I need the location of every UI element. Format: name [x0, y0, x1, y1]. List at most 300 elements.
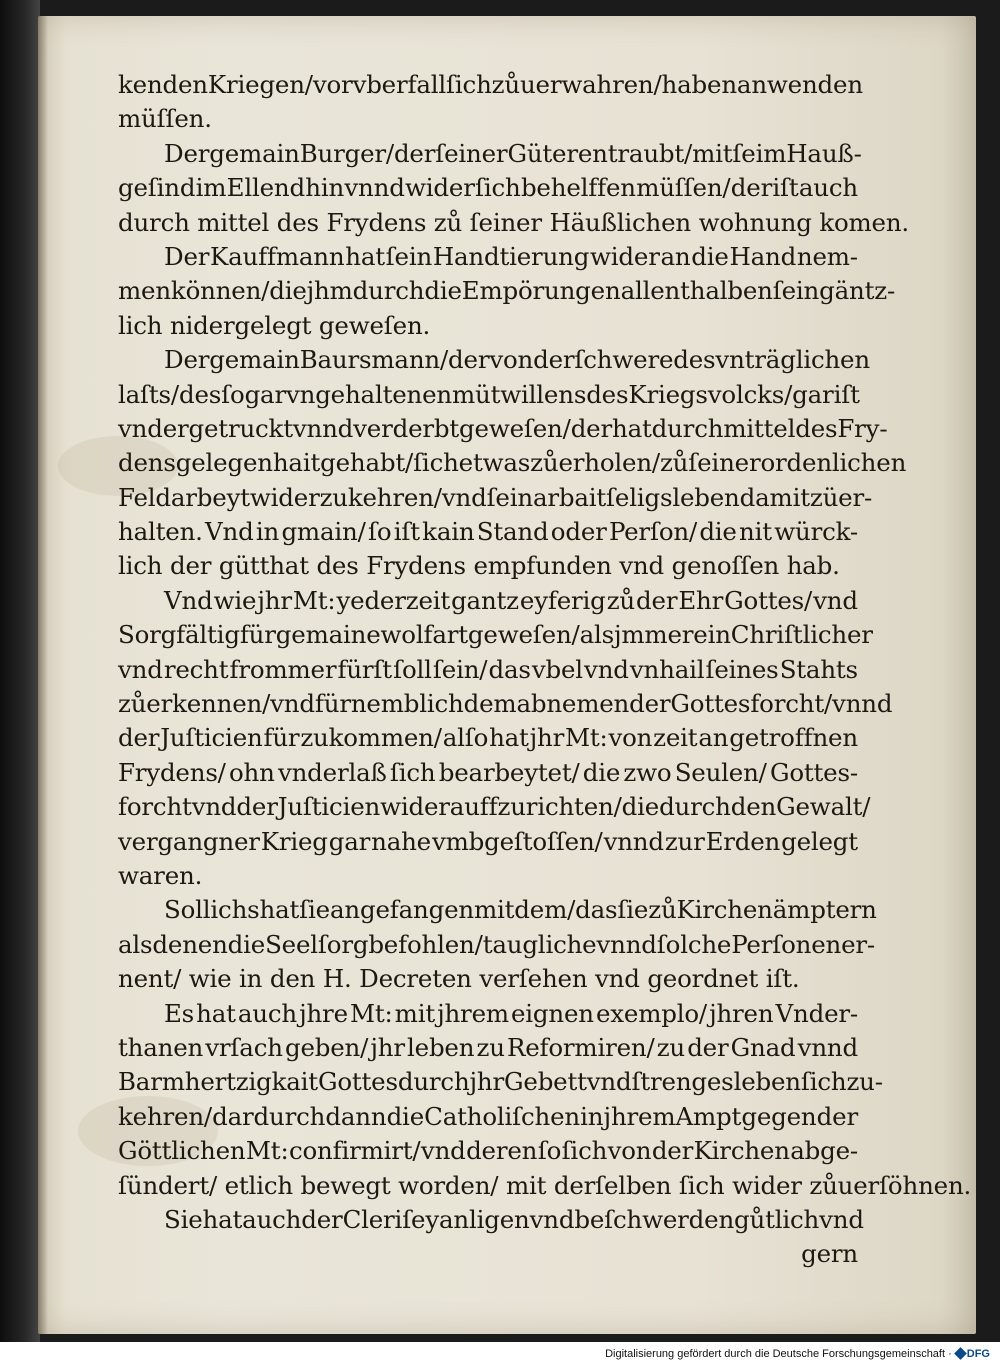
text-word: verſehen	[479, 964, 596, 994]
text-word: getroffnen	[729, 723, 858, 753]
text-word: Handtierung	[432, 241, 590, 271]
text-word: Burger/	[299, 138, 394, 168]
text-word: ordenlichen	[760, 448, 907, 478]
text-word: ſich	[678, 1170, 733, 1200]
catchword-line	[118, 1237, 858, 1271]
text-line	[118, 859, 858, 893]
text-word: vberfall	[352, 70, 447, 99]
body-text	[118, 68, 972, 1272]
text-word: geweſen/	[459, 413, 571, 443]
text-word: fürſt	[337, 654, 392, 684]
text-word: mütwillens	[452, 379, 587, 409]
dfg-logo-icon	[954, 1347, 967, 1360]
text-word: zů	[659, 448, 689, 478]
text-word: Perſon/	[608, 517, 697, 547]
text-word: iſt	[393, 517, 420, 547]
text-word: vmbgeſtoſſen/	[431, 826, 603, 856]
text-word: die	[699, 517, 737, 547]
text-word: ſeiner	[688, 448, 761, 478]
text-line	[118, 653, 858, 687]
text-word: Sie	[164, 1204, 203, 1234]
text-word: wider	[249, 482, 320, 512]
text-word: zů	[648, 895, 677, 925]
text-word: hat	[489, 723, 529, 753]
text-word: Güter	[507, 138, 578, 168]
text-line	[118, 446, 907, 480]
text-line	[118, 343, 870, 377]
text-word: ſich	[800, 1067, 847, 1097]
text-word: als	[579, 620, 614, 650]
text-word: jhr	[469, 1067, 505, 1097]
text-word: Frydens	[326, 207, 434, 237]
text-word: dem	[463, 689, 517, 719]
text-word: Seulen/	[674, 757, 767, 787]
text-word: alſo	[442, 723, 489, 753]
text-word: Göttlichen	[118, 1136, 246, 1166]
text-word: Vnd	[164, 585, 213, 615]
text-line	[118, 1134, 858, 1168]
text-word: thanen	[118, 1032, 204, 1062]
text-word: vnnd	[596, 929, 657, 959]
text-word: gelegt	[781, 826, 858, 856]
text-word: befohlen/	[368, 929, 483, 959]
text-word: ämptern	[772, 895, 877, 925]
text-word: leben	[672, 482, 740, 512]
footer-credit: Digitalisierung gefördert durch die Deutsche Forschungsgemeinschaft ·	[605, 1347, 952, 1360]
text-line	[118, 893, 877, 927]
text-word: vergangner	[118, 826, 260, 856]
text-word: Gottes-	[769, 757, 858, 787]
text-word: yederzeit	[336, 585, 451, 615]
text-word: zůerholen/	[530, 448, 660, 478]
text-word: der	[651, 1136, 694, 1166]
text-line	[118, 584, 858, 618]
text-word: jhrem	[603, 1101, 676, 1131]
text-word: ſein/	[432, 654, 488, 684]
text-word: hat	[611, 413, 652, 443]
text-word: ohn	[228, 757, 275, 787]
text-word: zwo	[623, 757, 672, 787]
text-line	[118, 515, 858, 549]
text-word: geweſen/	[467, 620, 580, 650]
text-line	[118, 928, 876, 962]
text-word: ſich	[475, 173, 521, 203]
text-word: abnemen	[516, 689, 630, 719]
text-line	[118, 721, 858, 755]
text-word: wolfart	[380, 620, 468, 650]
text-word: der	[533, 345, 575, 375]
text-word: denen	[152, 929, 228, 959]
text-word: vnd	[191, 792, 237, 822]
text-word: waren.	[118, 860, 203, 890]
text-word: das	[575, 895, 618, 925]
text-line	[118, 790, 871, 824]
text-word: geweſen.	[318, 310, 431, 340]
text-word: hab.	[786, 551, 840, 581]
text-word: ſeiner	[435, 138, 508, 168]
text-line	[118, 1031, 858, 1065]
text-word: ſie	[617, 895, 649, 925]
text-word: ſein	[772, 276, 820, 306]
text-word: behelffen	[520, 173, 636, 203]
text-word: worden/	[398, 1170, 506, 1200]
text-word: den	[730, 792, 777, 822]
text-word: Der	[164, 241, 210, 271]
text-word: deren	[466, 1136, 538, 1166]
text-line	[118, 137, 862, 171]
text-word: jhr	[529, 723, 565, 753]
text-word: Erden	[705, 826, 781, 856]
text-word: vnd	[819, 1204, 864, 1234]
text-word: vndergetruckt	[118, 413, 293, 443]
text-line	[118, 102, 858, 136]
text-word: Gottes	[317, 1067, 398, 1097]
text-word: hat	[196, 998, 236, 1028]
text-word: hat	[202, 1204, 243, 1234]
text-word: geſind	[118, 173, 196, 203]
text-word: mit	[473, 895, 515, 925]
text-word: vnd	[420, 1136, 466, 1166]
text-word: anwenden	[736, 70, 863, 99]
text-word: ſein	[486, 482, 533, 512]
text-line	[118, 549, 858, 583]
text-word: Vnder-	[775, 998, 858, 1028]
text-word: auffzurichten/	[449, 792, 622, 822]
text-word: der	[236, 792, 278, 822]
text-word: etlich	[224, 1170, 301, 1200]
text-word: derſelben	[553, 1170, 679, 1200]
text-word: genoſſen	[671, 551, 787, 581]
text-word: gantz	[451, 585, 519, 615]
text-word: auch	[798, 173, 858, 203]
footer-bar	[0, 1342, 1000, 1365]
text-word: vbel	[531, 654, 583, 684]
text-word: von	[489, 345, 534, 375]
text-word: ſeim	[732, 138, 787, 168]
text-line	[118, 68, 863, 102]
text-word: zu	[656, 1032, 686, 1062]
text-word: Hand	[729, 241, 797, 271]
text-word: ein	[693, 620, 731, 650]
text-word: ſtrenges	[631, 1067, 734, 1097]
text-line	[118, 206, 910, 240]
text-word: forcht/	[750, 689, 833, 719]
text-word: mit	[394, 998, 435, 1028]
text-word: mit	[505, 1170, 554, 1200]
text-word: zůuerſöhnen.	[809, 1170, 972, 1200]
text-word: Decreten	[359, 964, 480, 994]
text-word: ſich	[446, 70, 492, 99]
text-word: mit	[692, 138, 733, 168]
text-word: Sorgfältig	[118, 620, 240, 650]
previous-page-edge	[0, 0, 40, 1365]
text-word: nit	[739, 517, 772, 547]
text-word: Mt:	[245, 1136, 289, 1166]
text-word: müſſen/	[636, 173, 731, 203]
text-word: allenthalben	[620, 276, 773, 306]
text-word: in	[239, 964, 270, 994]
text-line	[118, 687, 893, 721]
text-word: leben	[733, 1067, 801, 1097]
text-line	[118, 378, 858, 412]
text-word: Gottes	[670, 689, 751, 719]
text-word: der	[118, 723, 160, 753]
text-word: Barmhertzigkait	[118, 1067, 318, 1097]
text-word: erkennen/	[146, 689, 271, 719]
text-word: Kriegen/	[207, 70, 313, 99]
text-word: mittel	[723, 413, 796, 443]
text-word: lich	[118, 551, 170, 581]
text-line	[118, 756, 858, 790]
text-word: Der	[164, 138, 210, 168]
text-word: dardurch	[212, 1101, 326, 1131]
text-word: gütthat	[218, 551, 317, 581]
text-word: vnnd	[797, 1032, 858, 1062]
text-word: Gebett	[504, 1067, 587, 1097]
text-word: confirmirt/	[288, 1136, 421, 1166]
text-word: empfunden	[473, 551, 620, 581]
text-word: anligen	[439, 1204, 530, 1234]
text-word: vnd	[441, 482, 487, 512]
text-word: des	[316, 551, 367, 581]
text-word: kain	[422, 517, 475, 547]
text-word: ſoll	[393, 654, 432, 684]
text-word: ſo	[537, 1136, 562, 1166]
text-word: Frydens	[366, 551, 474, 581]
text-word: lich	[118, 310, 170, 340]
text-word: Mt:	[349, 998, 393, 1028]
text-word: dens	[118, 448, 176, 478]
text-word: Juſticien	[160, 723, 263, 753]
text-word: durch	[397, 1067, 470, 1097]
text-word: züer-	[809, 482, 873, 512]
text-line	[118, 412, 888, 446]
text-word: kenden	[118, 70, 208, 99]
text-word: vnhail	[629, 654, 705, 684]
text-word: iſt	[833, 379, 860, 409]
text-word: gar	[792, 379, 834, 409]
text-word: haben	[661, 70, 737, 99]
text-word: an	[698, 723, 729, 753]
text-word: den	[269, 964, 323, 994]
text-word: der	[169, 551, 219, 581]
text-word: Ellend	[226, 173, 305, 203]
text-line	[118, 1203, 864, 1237]
text-word: von	[608, 723, 653, 753]
text-word: mittel	[197, 207, 277, 237]
text-word: entraubt/	[577, 138, 693, 168]
text-word: jhrem	[437, 998, 509, 1028]
text-word: gar	[328, 826, 371, 856]
text-word: vnd	[586, 1067, 632, 1097]
text-word: vnd	[619, 551, 672, 581]
text-word: zukommen/	[300, 723, 442, 753]
text-word: ſchwere	[574, 345, 674, 375]
text-word: verderbt	[353, 413, 460, 443]
text-word: vnd	[584, 654, 629, 684]
text-word: vor	[312, 70, 353, 99]
text-word: ſolche	[656, 929, 732, 959]
text-word: gegen	[741, 1101, 817, 1131]
text-word: dem/	[514, 895, 576, 925]
text-word: Baursmann/	[299, 345, 449, 375]
text-word: ſie	[299, 895, 330, 925]
text-word: Es	[164, 998, 195, 1028]
text-word: arbaitſeligs	[532, 482, 673, 512]
text-word: wohnung	[698, 207, 820, 237]
text-word: der	[636, 585, 678, 615]
text-word: dann	[325, 1101, 387, 1131]
text-word: leben	[407, 1032, 475, 1062]
text-word: Feldarbeyt	[118, 482, 250, 512]
text-word: die	[424, 276, 462, 306]
text-word: die	[691, 241, 729, 271]
dfg-logo	[956, 1348, 990, 1360]
text-word: abge-	[790, 1136, 858, 1166]
text-word: der	[301, 1204, 343, 1234]
text-word: gmain/	[281, 517, 366, 547]
text-word: geben/	[284, 1032, 369, 1062]
text-word: Sollichs	[164, 895, 260, 925]
text-word: Reformiren/	[506, 1032, 655, 1062]
text-word: zur	[664, 826, 705, 856]
text-word: bewegt	[300, 1170, 399, 1200]
text-word: zukehren/	[319, 482, 442, 512]
text-word: wie	[188, 964, 240, 994]
text-word: auch	[242, 1204, 302, 1234]
text-word: vnnd	[292, 413, 354, 443]
text-word: exemplo/	[595, 998, 707, 1028]
text-word: H.	[322, 964, 360, 994]
text-word: Kriegsvolcks/	[628, 379, 793, 409]
text-word: können/	[170, 276, 270, 306]
text-word: hat	[259, 895, 300, 925]
text-word: die	[621, 792, 660, 822]
text-word: müſſen.	[118, 104, 212, 134]
dfg-logo-text: DFG	[966, 1347, 990, 1360]
text-word: jhren	[709, 998, 774, 1028]
text-line	[118, 481, 873, 515]
page-gutter-shadow	[38, 16, 48, 1334]
text-word: jhre	[299, 998, 348, 1028]
text-word: vngehaltenen	[285, 379, 452, 409]
text-word: Mt:	[292, 585, 336, 615]
text-word: des	[795, 413, 838, 443]
text-word: vnd	[270, 689, 315, 719]
text-word: wider	[380, 792, 450, 822]
text-word: zů	[606, 585, 635, 615]
text-word: der	[816, 1101, 858, 1131]
text-word: durch	[352, 276, 425, 306]
text-word: die	[386, 1101, 424, 1131]
text-line	[118, 274, 896, 308]
text-word: an	[660, 241, 691, 271]
text-word: gemaine	[275, 620, 381, 650]
text-word: vnderlaß	[277, 757, 387, 787]
text-word: ſein	[385, 241, 433, 271]
text-word: Mt:	[564, 723, 608, 753]
text-word: Kirchen	[693, 1136, 790, 1166]
text-word: der	[687, 1032, 729, 1062]
text-word: gäntz-	[819, 276, 896, 306]
text-word: für	[239, 620, 276, 650]
text-word: Hauß-	[786, 138, 862, 168]
text-word: vnnd	[832, 689, 893, 719]
text-word: des	[276, 207, 327, 237]
text-word: Ehr	[678, 585, 724, 615]
text-word: vrſach	[205, 1032, 283, 1062]
text-word: als	[118, 929, 153, 959]
text-word: ſo	[367, 517, 392, 547]
text-word: durch	[118, 207, 198, 237]
text-word: vnd	[118, 654, 163, 684]
text-word: recht	[163, 654, 229, 684]
text-word: ſich	[413, 448, 459, 478]
text-word: die	[582, 757, 621, 787]
text-word: jhm	[306, 276, 353, 306]
text-word: wider	[732, 1170, 810, 1200]
text-word: wie	[213, 585, 257, 615]
text-word: hat	[345, 241, 385, 271]
text-word: der	[570, 413, 612, 443]
text-line	[118, 618, 873, 652]
text-word: in	[580, 1101, 604, 1131]
text-word: men	[118, 276, 171, 306]
text-word: der	[448, 345, 490, 375]
text-word: Fry-	[837, 413, 888, 443]
text-word: ſich	[389, 757, 436, 787]
text-word: taugliche	[482, 929, 597, 959]
text-word: auch	[237, 998, 297, 1028]
text-word: Gewalt/	[776, 792, 871, 822]
text-line	[118, 240, 858, 274]
text-word: wider	[590, 241, 660, 271]
catchword: gern	[801, 1239, 858, 1269]
text-word: zu	[476, 1032, 505, 1062]
text-word: vnd	[595, 964, 648, 994]
text-line	[118, 1065, 883, 1099]
text-word: Häußlichen	[549, 207, 699, 237]
text-word: nem-	[796, 241, 858, 271]
text-word: fürnemblich	[314, 689, 464, 719]
text-word: nent/	[118, 964, 189, 994]
text-word: die	[227, 929, 266, 959]
text-word: zů	[433, 207, 470, 237]
text-word: vnnd	[603, 826, 664, 856]
text-word: vnd	[529, 1204, 575, 1234]
text-word: jhr	[257, 585, 292, 615]
text-line	[118, 962, 858, 996]
text-word: Krieg	[260, 826, 328, 856]
text-word: er-	[841, 929, 876, 959]
text-word: Cleriſey	[342, 1204, 439, 1234]
text-word: im	[195, 173, 227, 203]
text-word: vnnd	[344, 173, 405, 203]
text-word: Ampt	[675, 1101, 742, 1131]
text-word: durch	[659, 792, 731, 822]
text-line	[118, 825, 858, 859]
text-word: bearbeytet/	[438, 757, 580, 787]
text-word: Gnad	[730, 1032, 796, 1062]
text-word: hin	[305, 173, 345, 203]
text-word: halten.	[118, 517, 203, 547]
text-word: zu-	[846, 1067, 883, 1097]
text-word: der	[393, 138, 436, 168]
text-word: Stand	[476, 517, 549, 547]
text-word: frommer	[229, 654, 337, 684]
text-word: der	[629, 689, 671, 719]
text-word: ſeiner	[469, 207, 550, 237]
